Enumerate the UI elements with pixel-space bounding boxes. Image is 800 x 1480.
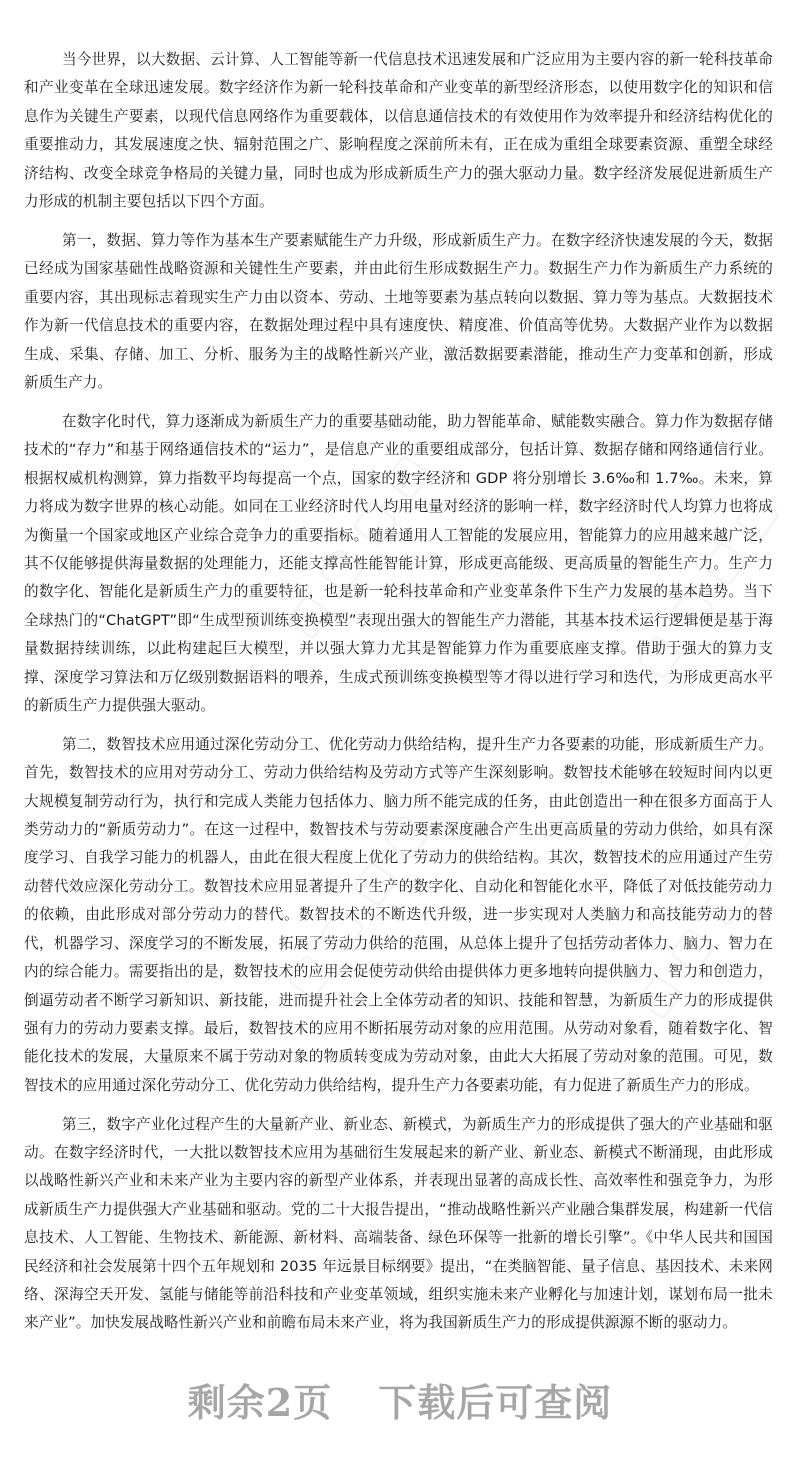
remaining-pages-banner[interactable]: [0, 1380, 800, 1426]
paragraph-third-mechanism: 第三，数字产业化过程产生的大量新产业、新业态、新模式，为新质生产力的形成提供了强大的产业基础和驱动。在数字经济时代，一大批以数智技术应用为基础衍生发展起来的新产业、新业态、新模式不断涌现，由此形成以战略性新兴产业和未来产业为主要内容的新型产业体系，并表现出显著的高成长性、高效率性和强竞争力，为形成新质生产力提供强大产业基础和驱动。党的二十大报告提出，“推动战略性新兴产业融合集群发展，构建新一代信息技术、人工智能、生物技术、新能源、新材料、高端装备、绿色环保等一批新的增长引擎”。《中华人民共和国国民经济和社会发展第十四个五年规划和 2035 年远景目标纲要》提出，“在类脑智能、量子信息、基因技术、未来网络、深海空天开发、氢能与储能等前沿科技和产业变革领域，组织实施未来产业孵化与加速计划，谋划布局一批未来产业”。加快发展战略性新兴产业和前瞻布局未来产业，将为我国新质生产力的形成提供源源不断的驱动力。: [24, 1115, 773, 1332]
paragraph-first-mechanism: 第一，数据、算力等作为基本生产要素赋能生产力升级，形成新质生产力。在数字经济快速发展的今天，数据已经成为国家基础性战略资源和关键性生产要素，并由此衍生形成数据生产力。数据生产力作为新质生产力系统的重要内容，其出现标志着现实生产力由以资本、劳动、土地等要素为基点转向以数据、算力等为基点。大数据技术作为新一代信息技术的重要内容，在数据处理过程中具有速度快、精度准、价值高等优势。大数据产业作为以数据生成、采集、存储、加工、分析、服务为主的战略性新兴产业，激活数据要素潜能，推动生产力变革和创新，形成新质生产力。: [24, 231, 773, 391]
paragraph-second-mechanism: 第二，数智技术应用通过深化劳动分工、优化劳动力供给结构，提升生产力各要素的功能，形成新质生产力。首先，数智技术的应用对劳动分工、劳动力供给结构及劳动方式等产生深刻影响。数智技术能够在较短时间内以更大规模复制劳动行为，执行和完成人类能力包括体力、脑力所不能完成的任务，由此创造出一种在很多方面高于人类劳动力的“新质劳动力”。在这一过程中，数智技术与劳动要素深度融合产生出更高质量的劳动力供给，如具有深度学习、自我学习能力的机器人，由此在很大程度上优化了劳动力的供给结构。其次，数智技术的应用通过产生劳动替代效应深化劳动分工。数智技术应用显著提升了生产的数字化、自动化和智能化水平，降低了对低技能劳动力的依赖，由此形成对部分劳动力的替代。数智技术的不断迭代升级，进一步实现对人类脑力和高技能劳动力的替代，机器学习、深度学习的不断发展，拓展了劳动力供给的范围，从总体上提升了包括劳动者体力、脑力、智力在内的综合能力。需要指出的是，数智技术的应用会促使劳动供给由提供体力更多地转向提供脑力、智力和创造力，倒逼劳动者不断学习新知识、新技能，进而提升社会上全体劳动者的知识、技能和智慧，为新质生产力的形成提供强有力的劳动力要素支撑。最后，数智技术的应用不断拓展劳动对象的应用范围。从劳动对象看，随着数字化、智能化技术的发展，大量原来不属于劳动对象的物质转变成为劳动对象，由此大大拓展了劳动对象的范围。可见，数智技术的应用通过深化劳动分工、优化劳动力供给结构，提升生产力各要素功能，有力促进了新质生产力的形成。: [24, 735, 773, 1094]
paragraph-computing-power: 在数字化时代，算力逐渐成为新质生产力的重要基础动能，助力智能革命、赋能数实融合。算力作为数据存储技术的“存力”和基于网络通信技术的“运力”，是信息产业的重要组成部分，包括计算、数据存储和网络通信行业。根据权威机构测算，算力指数平均每提高一个点，国家的数字经济和 GDP 将分别增长 3.6‰和 1.7‰。未来，算力将成为数字世界的核心动能。如同在工业经济时代人均用电量对经济的影响一样，数字经济时代人均算力也将成为衡量一个国家或地区产业综合竞争力的重要指标。随着通用人工智能的发展应用，智能算力的应用越来越广泛，其不仅能够提供海量数据的处理能力，还能支撑高性能智能计算，形成更高能级、更高质量的智能生产力。生产力的数字化、智能化是新质生产力的重要特征，也是新一轮科技革命和产业变革条件下生产力发展的基本趋势。当下全球热门的“ChatGPT”即“生成型预训练变换模型”表现出强大的智能生产力潜能，其基本技术运行逻辑便是基于海量数据持续训练，以此构建起巨大模型，并以强大算力尤其是智能算力作为重要底座支撑。借助于强大的算力支撑、深度学习算法和万亿级别数据语料的喂养，生成式预训练变换模型等才得以进行学习和迭代，为形成更高水平的新质生产力提供强大驱动。: [24, 412, 773, 714]
paragraph-intro: 当今世界，以大数据、云计算、人工智能等新一代信息技术迅速发展和广泛应用为主要内容的新一轮科技革命和产业变革在全球迅速发展。数字经济作为新一轮科技革命和产业变革的新型经济形态，以使用数字化的知识和信息作为关键生产要素，以现代信息网络作为重要载体，以信息通信技术的有效使用作为效率提升和经济结构优化的重要推动力，其发展速度之快、辐射范围之广、影响程度之深前所未有，正在成为重组全球要素资源、重塑全球经济结构、改变全球竞争格局的关键力量，同时也成为形成新质生产力的强大驱动力量。数字经济发展促进新质生产力形成的机制主要包括以下四个方面。: [24, 51, 773, 211]
download-hint-label: 下载后可查阅: [378, 1380, 613, 1425]
remaining-pages-label: 剩余2页: [187, 1380, 333, 1425]
document-body: [24, 46, 773, 1348]
